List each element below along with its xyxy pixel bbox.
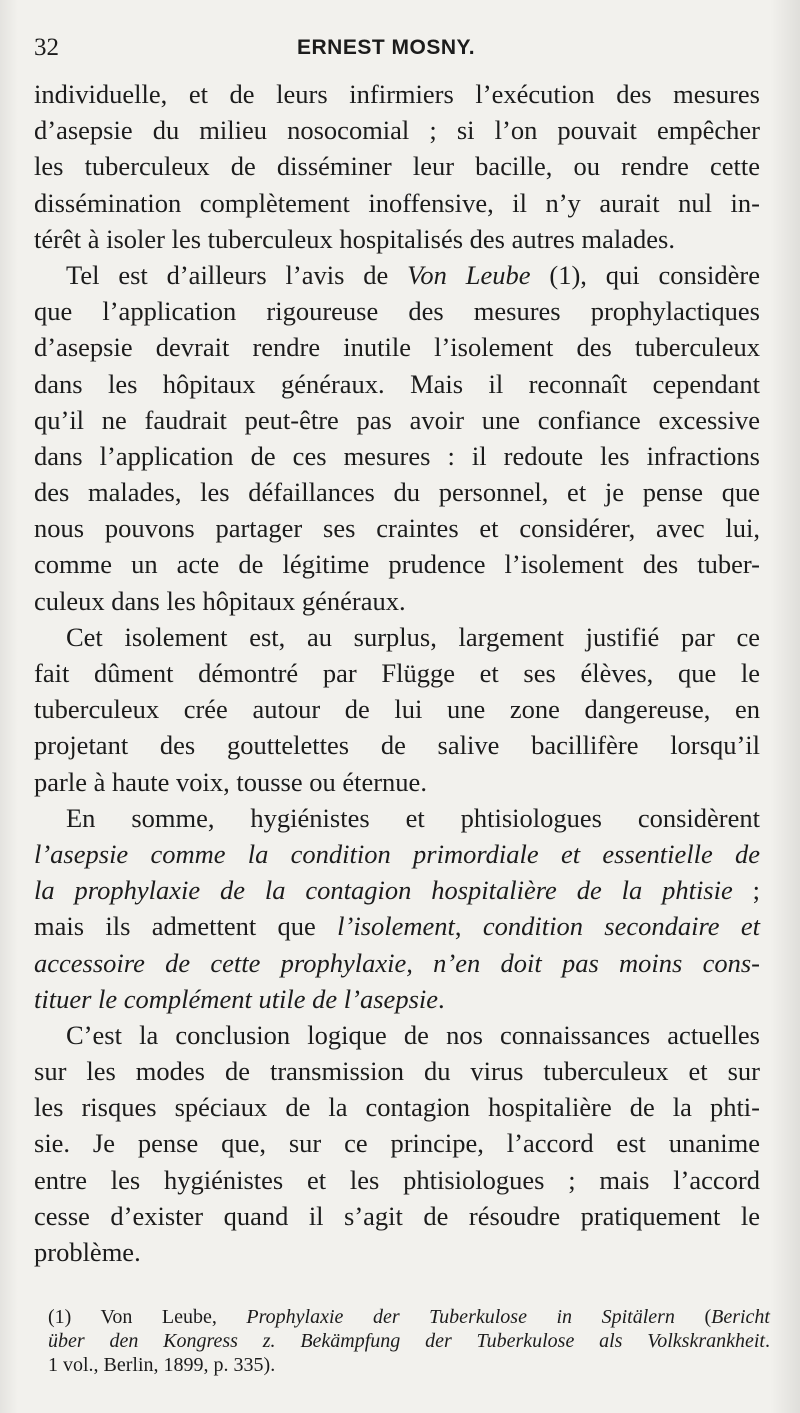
text-segment: culeux dans les hôpitaux généraux. [34, 585, 406, 616]
text-segment: . [438, 983, 445, 1014]
body-text [34, 76, 760, 1270]
text-segment: , [454, 911, 483, 942]
text-segment: sur les modes de transmission du virus tuberculeux et sur [34, 1056, 760, 1087]
text-segment: entre les hygiénistes et les phtisiologues ; mais l’accord [34, 1164, 760, 1195]
body-line [34, 981, 760, 1017]
body-line [34, 1125, 760, 1161]
text-segment: qu’il ne faudrait peut-être pas avoir une confiance excessive [34, 404, 760, 435]
text-segment: problème. [34, 1237, 141, 1267]
body-line [34, 1053, 760, 1089]
footnote [48, 1305, 770, 1377]
body-line [34, 293, 760, 329]
text-segment: nous pouvons partager ses craintes et considérer, avec lui, [34, 513, 760, 544]
text-segment: 1 vol., Berlin, 1899, p. 335). [48, 1354, 276, 1376]
body-line [34, 800, 760, 836]
body-line [34, 185, 760, 221]
text-segment: térêt à isoler les tuberculeux hospitalisés des autres malades. [34, 223, 675, 254]
body-line [34, 691, 760, 727]
footnote-line [48, 1353, 770, 1377]
text-segment: ( [674, 1306, 712, 1328]
italic-text: l’asepsie comme la condition primordiale et essentielle de [34, 838, 760, 869]
text-segment: cesse d’exister quand il s’agit de résoudre pratiquement le [34, 1200, 760, 1231]
body-line [34, 764, 760, 800]
italic-text: condition secondaire et [482, 911, 761, 942]
body-line [34, 727, 760, 763]
text-segment: comme un acte de légitime prudence l’isolement des tuber- [34, 549, 760, 580]
italic-text: la prophylaxie de la contagion hospitalière de la phtisie [34, 875, 733, 906]
text-segment: d’asepsie devrait rendre inutile l’isolement des tuberculeux [34, 332, 760, 363]
italic-text: über den Kongress z. Bekämpfung der Tuberkulose als Volkskrankheit [48, 1330, 765, 1352]
text-segment: les risques spéciaux de la contagion hospitalière de la phti- [34, 1092, 760, 1123]
text-segment: les tuberculeux de disséminer leur bacille, ou rendre cette [34, 151, 760, 182]
body-line [34, 1198, 760, 1234]
text-segment: tuberculeux crée autour de lui une zone dangereuse, en [34, 694, 760, 725]
text-segment: que l’application rigoureuse des mesures prophylactiques [34, 296, 760, 327]
text-segment: mais ils admettent que [34, 911, 338, 942]
text-segment: sie. Je pense que, sur ce principe, l’accord est unanime [34, 1128, 760, 1159]
body-line [34, 619, 760, 655]
text-segment: d’asepsie du milieu nosocomial ; si l’on pouvait empêcher [34, 115, 760, 146]
body-line [34, 1017, 760, 1053]
body-line [34, 583, 760, 619]
body-line [34, 76, 760, 112]
body-line [34, 221, 760, 257]
text-segment: projetant des gouttelettes de salive bacillifère lorsqu’il [34, 730, 760, 761]
text-segment: (1), qui considère [530, 259, 761, 290]
body-line [34, 945, 760, 981]
text-segment: . [765, 1330, 770, 1352]
text-segment: dans l’application de ces mesures : il redoute les infractions [34, 440, 760, 471]
text-segment: Tel est d’ailleurs l’avis de [66, 259, 408, 290]
footnote-line [48, 1329, 770, 1353]
page-number: 32 [34, 34, 59, 61]
body-line [34, 546, 760, 582]
text-segment: individuelle, et de leurs infirmiers l’exécution des mesures [34, 79, 760, 109]
running-head: ERNEST MOSNY. [297, 36, 476, 59]
body-line [34, 836, 760, 872]
text-segment: (1) Von Leube, [48, 1306, 247, 1328]
text-segment: Cet isolement est, au surplus, largement justifié par ce [66, 621, 760, 652]
body-line [34, 1162, 760, 1198]
body-line [34, 1089, 760, 1125]
italic-text: Bericht [711, 1306, 770, 1328]
body-line [34, 402, 760, 438]
body-line [34, 329, 760, 365]
text-segment: parle à haute voix, tousse ou éternue. [34, 766, 427, 797]
body-line [34, 908, 760, 944]
text-segment: dans les hôpitaux généraux. Mais il reconnaît cependant [34, 368, 760, 399]
text-segment: fait dûment démontré par Flügge et ses élèves, que le [34, 658, 760, 688]
text-segment: dissémination complètement inoffensive, il n’y aurait nul in- [34, 187, 760, 218]
body-line [34, 655, 760, 691]
text-segment: C’est la conclusion logique de nos connaissances actuelles [66, 1019, 760, 1050]
page-header [34, 34, 764, 74]
italic-text: Von Leube [407, 259, 531, 290]
italic-text: l’isolement [337, 911, 455, 942]
italic-text: Prophylaxie der Tuberkulose in Spitälern [246, 1306, 675, 1328]
italic-text: tituer le complément utile de l’asepsie [34, 983, 439, 1014]
text-segment: des malades, les défaillances du personnel, et je pense que [34, 477, 760, 508]
footnote-line [48, 1305, 770, 1329]
body-line [34, 1234, 760, 1270]
body-line [34, 872, 760, 908]
body-line [34, 438, 760, 474]
text-segment: ; [732, 875, 760, 906]
body-line [34, 148, 760, 184]
body-line [34, 112, 760, 148]
body-line [34, 366, 760, 402]
body-line [34, 257, 760, 293]
text-segment: En somme, hygiénistes et phtisiologues considèrent [66, 802, 760, 833]
italic-text: accessoire de cette prophylaxie, n’en doit pas moins cons- [34, 947, 760, 978]
body-line [34, 474, 760, 510]
body-line [34, 510, 760, 546]
